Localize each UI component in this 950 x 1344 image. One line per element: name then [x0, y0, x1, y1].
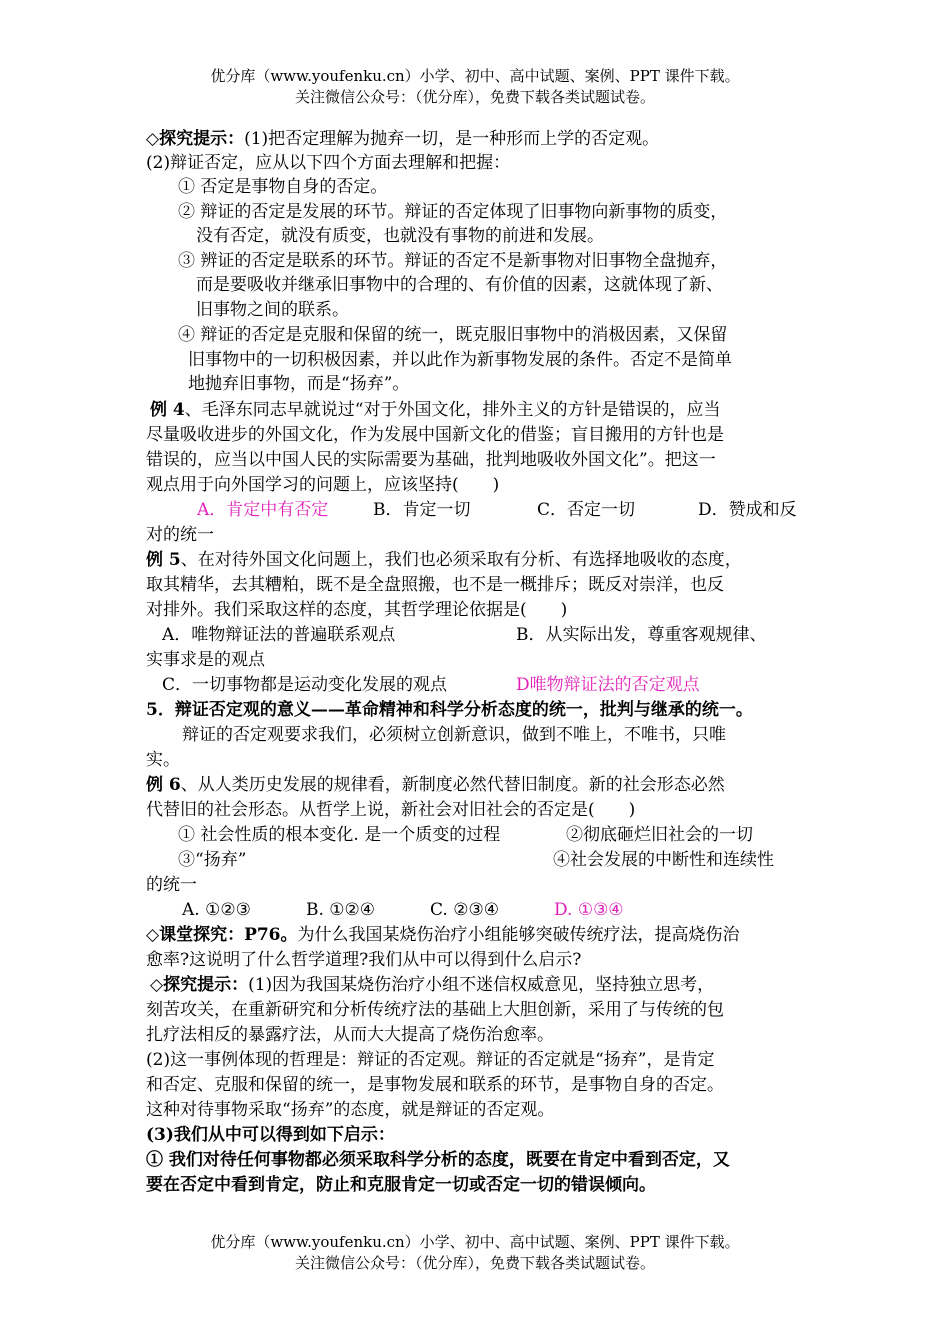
example5-label: 例 5 — [146, 550, 181, 570]
hint4-line-b: 和否定、克服和保留的统一，是事物发展和联系的环节，是事物自身的否定。 — [146, 1075, 724, 1095]
example5-line-c: 对排外。我们采取这样的态度，其哲学理论依据是( ) — [146, 600, 568, 620]
point4-line-a: ④ 辩证的否定是克服和保留的统一，既克服旧事物中的消极因素，又保留 — [178, 325, 728, 345]
point4-line-b: 旧事物中的一切积极因素，并以此作为新事物发展的条件。否定不是简单 — [188, 350, 732, 370]
hint5-line: (3)我们从中可以得到如下启示： — [146, 1125, 395, 1145]
example6-option-b: B. ①②④ — [306, 900, 376, 920]
page-footer-line1: 优分库（www.youfenku.cn）小学、初中、高中试题、案例、PPT 课件下载。 — [210, 1233, 740, 1251]
hint3-label: ◇探究提示： — [150, 975, 249, 995]
hint3-line-a — [150, 973, 714, 997]
page-header-line2: 关注微信公众号：（优分库），免费下载各类试题试卷。 — [294, 88, 655, 106]
example5-option-b-cont: 实事求是的观点 — [146, 650, 265, 670]
example5-option-b: B．从实际出发，尊重客观规律、 — [516, 625, 767, 645]
hint3-text-a: (1)因为我国某烧伤治疗小组不迷信权威意见，坚持独立思考， — [248, 975, 715, 995]
example6-option-a: A. ①②③ — [182, 900, 251, 920]
class-explore-line-a — [146, 923, 740, 947]
section5-line-a: 辩证的否定观要求我们，必须树立创新意识，做到不唯上，不唯书，只唯 — [182, 725, 726, 745]
example6-item-3: ③“扬弃” — [178, 850, 247, 870]
example4-option-c: C．否定一切 — [537, 500, 636, 520]
point3-line-b: 而是要吸收并继承旧事物中的合理的、有价值的因素，这就体现了新、 — [196, 275, 723, 295]
example6-item-2: ②彻底砸烂旧社会的一切 — [566, 825, 753, 845]
point2-line-b: 没有否定，就没有质变，也就没有事物的前进和发展。 — [196, 226, 604, 246]
point1-line: ① 否定是事物自身的否定。 — [178, 177, 388, 197]
hint6-line-b: 要在否定中看到肯定，防止和克服肯定一切或否定一切的错误倾向。 — [146, 1175, 656, 1195]
example5-line-a — [146, 548, 742, 572]
point3-line-c: 旧事物之间的联系。 — [196, 300, 349, 320]
example6-option-c: C. ②③④ — [430, 900, 499, 920]
example5-option-c: C．一切事物都是运动变化发展的观点 — [162, 675, 448, 695]
example6-item-1: ① 社会性质的根本变化. 是一个质变的过程 — [178, 825, 501, 845]
example4-option-a: A．肯定中有否定 — [197, 500, 329, 520]
hint3-line-c: 扎疗法相反的暴露疗法，从而大大提高了烧伤治愈率。 — [146, 1025, 554, 1045]
page-footer-line2: 关注微信公众号：（优分库），免费下载各类试题试卷。 — [294, 1254, 655, 1272]
hint4-line-c: 这种对待事物采取“扬弃”的态度，就是辩证的否定观。 — [146, 1100, 555, 1120]
example5-text-a: 、在对待外国文化问题上，我们也必须采取有分析、有选择地吸收的态度， — [180, 550, 742, 570]
example5-option-a: A．唯物辩证法的普遍联系观点 — [162, 625, 396, 645]
section5-title: 5．辩证否定观的意义——革命精神和科学分析态度的统一，批判与继承的统一。 — [146, 700, 753, 720]
point2-line-a: ② 辩证的否定是发展的环节。辩证的否定体现了旧事物向新事物的质变， — [178, 202, 728, 222]
example4-label: 例 4 — [150, 400, 185, 420]
section5-line-b: 实。 — [146, 750, 180, 770]
example4-option-d-cont: 对的统一 — [146, 525, 214, 545]
point3-line-a: ③ 辨证的否定是联系的环节。辩证的否定不是新事物对旧事物全盘抛弃， — [178, 251, 728, 271]
hint1-text: (1)把否定理解为抛弃一切，是一种形而上学的否定观。 — [244, 129, 660, 149]
hint6-line-a: ① 我们对待任何事物都必须采取科学分析的态度，既要在肯定中看到否定，又 — [146, 1150, 730, 1170]
example4-text-a: 、毛泽东同志早就说过“对于外国文化，排外主义的方针是错误的，应当 — [184, 400, 721, 420]
page-header-line1: 优分库（www.youfenku.cn）小学、初中、高中试题、案例、PPT 课件下载。 — [210, 67, 740, 85]
example6-item-4-cont: 的统一 — [146, 875, 197, 895]
hint4-line-a: (2)这一事例体现的哲理是：辩证的否定观。辩证的否定就是“扬弃”，是肯定 — [146, 1050, 715, 1070]
example4-line-d: 观点用于向外国学习的问题上，应该坚持( ) — [146, 475, 500, 495]
example6-option-d: D. ①③④ — [554, 900, 624, 920]
hint3-line-b: 刻苦攻关，在重新研究和分析传统疗法的基础上大胆创新，采用了与传统的包 — [146, 1000, 724, 1020]
point4-line-c: 地抛弃旧事物，而是“扬弃”。 — [188, 374, 410, 394]
example6-label: 例 6 — [146, 775, 181, 795]
example6-line-b: 代替旧的社会形态。从哲学上说，新社会对旧社会的否定是( ) — [146, 800, 636, 820]
example6-text-a: 、从人类历史发展的规律看，新制度必然代替旧制度。新的社会形态必然 — [180, 775, 725, 795]
example5-option-d: D唯物辩证法的否定观点 — [516, 675, 700, 695]
example6-line-a — [146, 773, 725, 797]
example4-option-b: B．肯定一切 — [373, 500, 471, 520]
example4-line-c: 错误的，应当以中国人民的实际需要为基础，批判地吸收外国文化”。把这一 — [146, 450, 716, 470]
example4-line-b: 尽量吸收进步的外国文化，作为发展中国新文化的借鉴；盲目搬用的方针也是 — [146, 425, 724, 445]
example6-item-4: ④社会发展的中断性和连续性 — [553, 850, 774, 870]
hint1-label: ◇探究提示： — [146, 129, 245, 149]
class-explore-text-a: 为什么我国某烧伤治疗小组能够突破传统疗法，提高烧伤治 — [297, 925, 740, 945]
hint2-line: (2)辩证否定，应从以下四个方面去理解和把握： — [146, 153, 511, 173]
hint1-line — [146, 127, 659, 151]
class-explore-label: ◇课堂探究：P76。 — [146, 925, 298, 945]
class-explore-line-b: 愈率?这说明了什么哲学道理?我们从中可以得到什么启示? — [146, 950, 582, 970]
example4-line-a — [150, 398, 720, 422]
example4-option-d: D．赞成和反 — [698, 500, 797, 520]
example5-line-b: 取其精华，去其糟粕，既不是全盘照搬，也不是一概排斥；既反对崇洋，也反 — [146, 575, 724, 595]
